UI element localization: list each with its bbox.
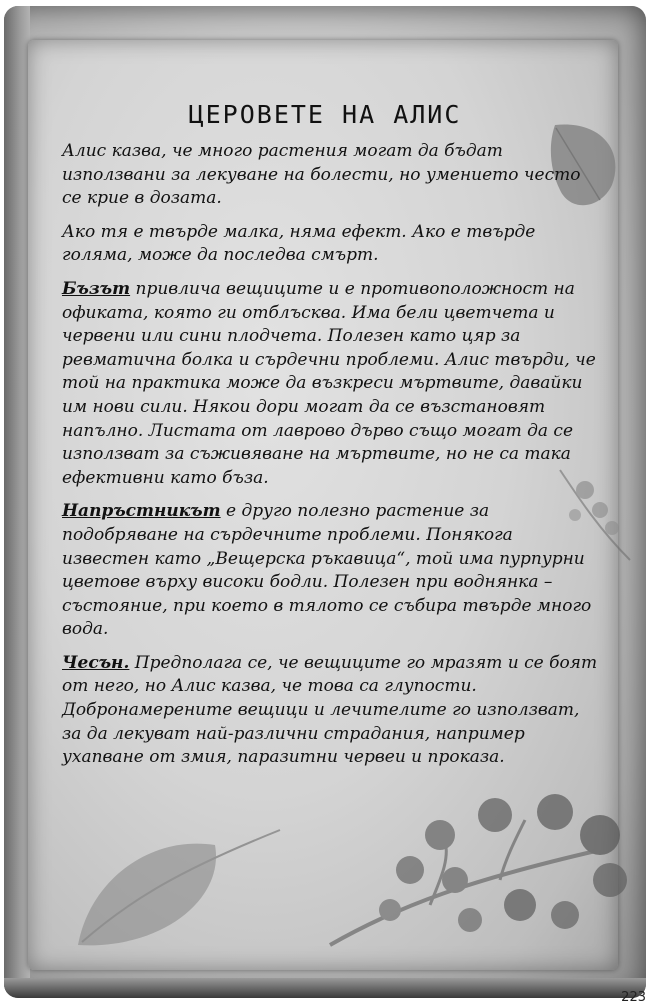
- paragraph-foxglove: [62, 500, 602, 642]
- paragraph-dose: Ако тя е твърде малка, няма ефект. Ако е твърде голяма, може да последва смърт.: [62, 221, 536, 266]
- page-number: 223: [621, 990, 646, 1005]
- paragraph-elder: [62, 278, 602, 490]
- term-garlic: Чесън.: [62, 652, 130, 673]
- paragraph-garlic: [62, 652, 602, 770]
- article-body: [62, 140, 602, 780]
- foxglove-text: е друго полезно растение за подобряване на сърдечните проблеми. Понякога известен като „Вещерска ръкавица“, той има пурпурни цветове върху високи бодли. Полезен при воднянка – състояние, при което в тялото се събира твърде много вода.: [62, 501, 592, 640]
- term-elder: Бъзът: [62, 278, 131, 299]
- garlic-text: Предполага се, че вещиците го мразят и се боят от него, но Алис казва, че това са глупости. Добронамерените вещици и лечителите го използват, за да лекуват най-различни страдания, например ухапване от змия, паразитни червеи и проказа.: [62, 652, 598, 768]
- term-foxglove: Напръстникът: [62, 501, 221, 522]
- elder-text: привлича вещиците и е противоположност на офиката, която ги отблъсква. Има бели цветчета и червени или сини плодчета. Полезен като цяр за ревматична болка и сърдечни проблеми. Алис твърди, че той на практика може да възкреси мъртвите, давайки им нови сили. Някои дори могат да се възстановят напълно. Листата от лаврово дърво също могат да се използват за съживяване на мъртвите, но не са така ефективни като бъза.: [62, 278, 596, 488]
- berries-branch-icon: [330, 794, 627, 945]
- paragraph-intro: Алис казва, че много растения могат да бъдат използвани за лекуване на болести, но умението често се крие в дозата.: [62, 141, 581, 209]
- page-title: ЦЕРОВЕТЕ НА АЛИС: [188, 100, 462, 129]
- leaf-bottom-left-icon: [78, 830, 280, 945]
